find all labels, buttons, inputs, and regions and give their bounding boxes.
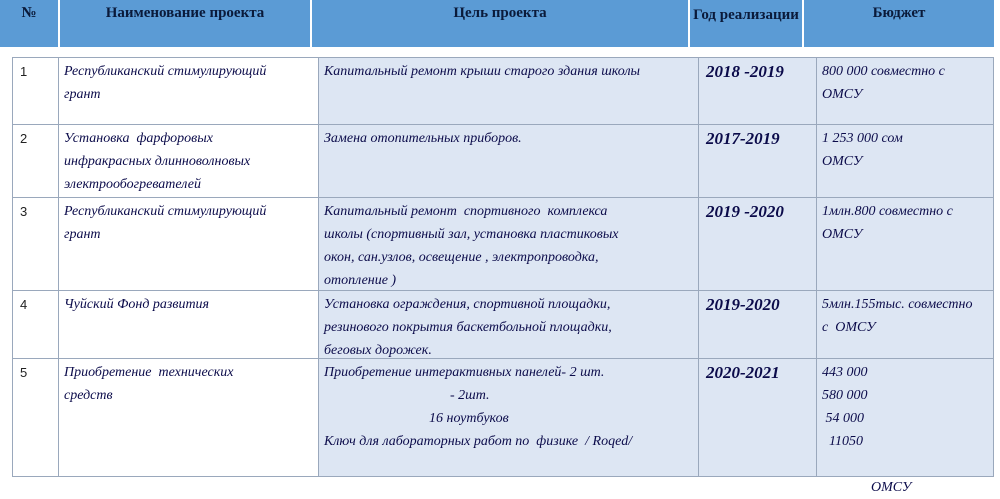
header-project-name: Наименование проекта — [105, 5, 265, 21]
project-goal-cell-line: резинового покрытия баскетбольной площадки, — [324, 320, 612, 335]
row-divider — [12, 358, 994, 359]
project-budget-cell — [816, 124, 994, 197]
project-goal-cell-line: Установка ограждения, спортивной площадки, — [324, 297, 611, 312]
project-goal-cell-line: отопление ) — [324, 273, 397, 288]
project-name-cell-line: инфракрасных длинноволновых — [64, 154, 251, 169]
row-divider — [12, 124, 994, 125]
column-divider — [698, 290, 699, 358]
row-number: 5 — [12, 358, 58, 476]
row-number: 1 — [12, 57, 58, 124]
project-budget-cell-line — [822, 453, 988, 476]
project-budget-cell-line: ОМСУ — [822, 87, 863, 102]
column-divider — [698, 124, 699, 197]
column-divider — [318, 358, 319, 476]
row-divider — [12, 476, 994, 477]
row-number: 4 — [12, 290, 58, 358]
project-name-cell-line: средств — [64, 388, 113, 403]
project-name-cell-line: грант — [64, 87, 101, 102]
column-divider — [58, 57, 59, 124]
column-divider — [698, 197, 699, 290]
project-goal-cell — [318, 124, 698, 197]
project-goal-cell-line: школы (спортивный зал, установка пластиковых — [324, 227, 619, 242]
project-year-cell: 2017-2019 — [698, 124, 816, 197]
table-row — [12, 358, 994, 495]
table-row — [12, 57, 994, 124]
column-divider — [12, 57, 13, 124]
project-goal-cell — [318, 290, 698, 358]
project-budget-cell-line: 1млн.800 совместно с — [822, 204, 953, 219]
project-goal-cell-line: окон, сан.узлов, освещение , электропроводка, — [324, 250, 599, 265]
header-project-goal: Цель проекта — [453, 5, 547, 21]
column-divider — [58, 124, 59, 197]
project-goal-cell-line: Капитальный ремонт спортивного комплекса — [324, 204, 608, 219]
row-divider — [12, 290, 994, 291]
project-goal-cell-line: Приобретение интерактивных панелей- 2 шт. — [324, 365, 605, 380]
column-divider — [993, 124, 994, 197]
column-divider — [993, 290, 994, 358]
project-year-cell: 2019 -2020 — [698, 197, 816, 290]
column-divider — [993, 57, 994, 124]
project-goal-cell-line: Замена отопительных приборов. — [324, 131, 522, 146]
project-name-cell — [58, 197, 318, 290]
column-divider — [816, 358, 817, 476]
project-budget-cell-line: ОМСУ — [822, 227, 863, 242]
column-divider — [816, 290, 817, 358]
column-divider — [318, 124, 319, 197]
column-divider — [698, 358, 699, 476]
project-name-cell-line: грант — [64, 227, 101, 242]
column-divider — [698, 57, 699, 124]
project-name-cell — [58, 57, 318, 124]
project-goal-cell-line: беговых дорожек. — [324, 343, 432, 358]
row-divider — [12, 57, 994, 58]
project-budget-cell-line: 54 000 — [822, 411, 864, 426]
column-divider — [318, 290, 319, 358]
project-goal-cell — [318, 197, 698, 290]
project-goal-cell — [318, 57, 698, 124]
table-row — [12, 197, 994, 290]
table-header — [0, 0, 994, 47]
header-number: № — [21, 5, 37, 21]
project-name-cell — [58, 290, 318, 358]
column-divider — [816, 197, 817, 290]
table-row — [12, 124, 994, 197]
column-divider — [816, 124, 817, 197]
row-divider — [12, 197, 994, 198]
project-budget-cell — [816, 197, 994, 290]
project-budget-cell-line: 443 000 — [822, 365, 868, 380]
project-name-cell-line: электрообогревателей — [64, 177, 201, 192]
project-goal-cell — [318, 358, 698, 476]
column-divider — [318, 57, 319, 124]
project-budget-cell-line: ОМСУ — [822, 480, 912, 495]
column-divider — [816, 57, 817, 124]
column-divider — [993, 197, 994, 290]
column-divider — [12, 358, 13, 476]
project-year-cell: 2018 -2019 — [698, 57, 816, 124]
project-name-cell — [58, 358, 318, 476]
project-budget-cell-line: 11050 — [822, 434, 863, 449]
column-divider — [12, 197, 13, 290]
header-year: Год реализации — [693, 7, 799, 23]
row-number: 2 — [12, 124, 58, 197]
project-goal-cell-line: Ключ для лабораторных работ по физике / Roqed/ — [324, 434, 633, 449]
project-budget-cell-line: 5млн.155тыс. совместно — [822, 297, 973, 312]
column-divider — [318, 197, 319, 290]
project-name-cell-line: Чуйский Фонд развития — [64, 297, 210, 312]
column-divider — [58, 197, 59, 290]
project-budget-cell-line: ОМСУ — [822, 154, 863, 169]
column-divider — [12, 124, 13, 197]
project-budget-cell — [816, 290, 994, 358]
project-budget-cell-line: 800 000 совместно с — [822, 64, 945, 79]
project-budget-cell-line: 1 253 000 сом — [822, 131, 903, 146]
project-budget-cell — [816, 358, 994, 495]
row-number: 3 — [12, 197, 58, 290]
project-year-cell: 2020-2021 — [698, 358, 816, 476]
table-row — [12, 290, 994, 358]
project-budget-cell-line: 580 000 — [822, 388, 868, 403]
project-goal-cell-line: - 2шт. — [324, 388, 490, 403]
project-goal-cell-line: Капитальный ремонт крыши старого здания школы — [324, 64, 641, 79]
project-budget-cell-line: с ОМСУ — [822, 320, 876, 335]
header-budget: Бюджет — [872, 5, 926, 21]
project-name-cell — [58, 124, 318, 197]
project-goal-cell-line: 16 ноутбуков — [324, 411, 509, 426]
project-name-cell-line: Приобретение технических — [64, 365, 234, 380]
project-budget-cell — [816, 57, 994, 124]
column-divider — [12, 290, 13, 358]
column-divider — [58, 290, 59, 358]
project-year-cell: 2019-2020 — [698, 290, 816, 358]
project-name-cell-line: Республиканский стимулирующий — [64, 64, 267, 79]
project-name-cell-line: Республиканский стимулирующий — [64, 204, 267, 219]
project-name-cell-line: Установка фарфоровых — [64, 131, 213, 146]
column-divider — [58, 358, 59, 476]
column-divider — [993, 358, 994, 476]
